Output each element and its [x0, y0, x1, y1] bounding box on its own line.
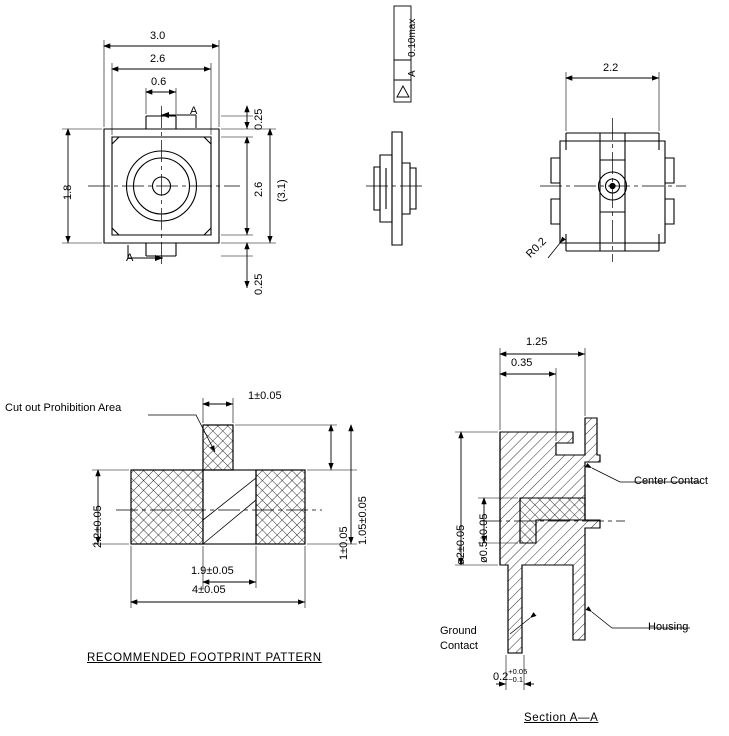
- label-ground-contact-line2: Contact: [440, 640, 478, 652]
- dim-top-width-inner: 2.6: [150, 53, 166, 65]
- dim-section-step-width: 0.35: [511, 357, 533, 369]
- dim-bottom-width: 2.2: [603, 62, 619, 74]
- dim-top-height-inner: 2.6: [253, 181, 265, 197]
- dim-top-tab-top: 0.25: [253, 108, 265, 130]
- dim-section-outer-dia: ø2±0.05: [455, 524, 467, 565]
- flatness-value: 0.10max: [407, 18, 418, 57]
- dim-section-inner-dia: ø0.5±0.05: [478, 513, 490, 563]
- dim-section-total-width: 1.25: [526, 336, 548, 348]
- dim-footprint-top-pad: 1±0.05: [248, 390, 282, 402]
- note-cutout-prohibition-area: Cut out Prohibition Area: [5, 402, 122, 414]
- dim-footprint-right-inner: 1±0.05: [338, 526, 350, 560]
- dim-footprint-right-outer: 1.05±0.05: [357, 496, 369, 545]
- dim-section-thickness-tol-upper: +0.05: [508, 667, 528, 676]
- dim-top-height-outer: (3.1): [276, 179, 288, 202]
- label-housing: Housing: [648, 621, 689, 633]
- dim-section-thickness-base: 0.2: [493, 671, 509, 683]
- dim-section-thickness: [493, 668, 527, 684]
- dim-top-tab-width: 0.6: [151, 76, 167, 88]
- footprint-caption: RECOMMENDED FOOTPRINT PATTERN: [87, 652, 322, 664]
- section-mark-a-bottom: A: [126, 252, 134, 264]
- dim-footprint-inner-width: 1.9±0.05: [191, 565, 234, 577]
- dim-bottom-radius: R0.2: [524, 235, 549, 261]
- section-caption: Section A—A: [524, 712, 599, 724]
- dim-footprint-outer-width: 4±0.05: [192, 584, 226, 596]
- datum-letter-a: A: [407, 70, 418, 77]
- label-center-contact: Center Contact: [634, 475, 708, 487]
- label-ground-contact-line1: Ground: [440, 625, 477, 637]
- dim-top-tab-bottom: 0.25: [253, 273, 265, 295]
- section-mark-a-top: A: [190, 105, 198, 117]
- dim-top-width-outer: 3.0: [150, 30, 166, 42]
- dim-top-height-left: 1.8: [62, 184, 74, 200]
- dim-footprint-left-height: 2.2±0.05: [92, 505, 104, 548]
- dim-section-thickness-tol-lower: −0.1: [508, 675, 524, 684]
